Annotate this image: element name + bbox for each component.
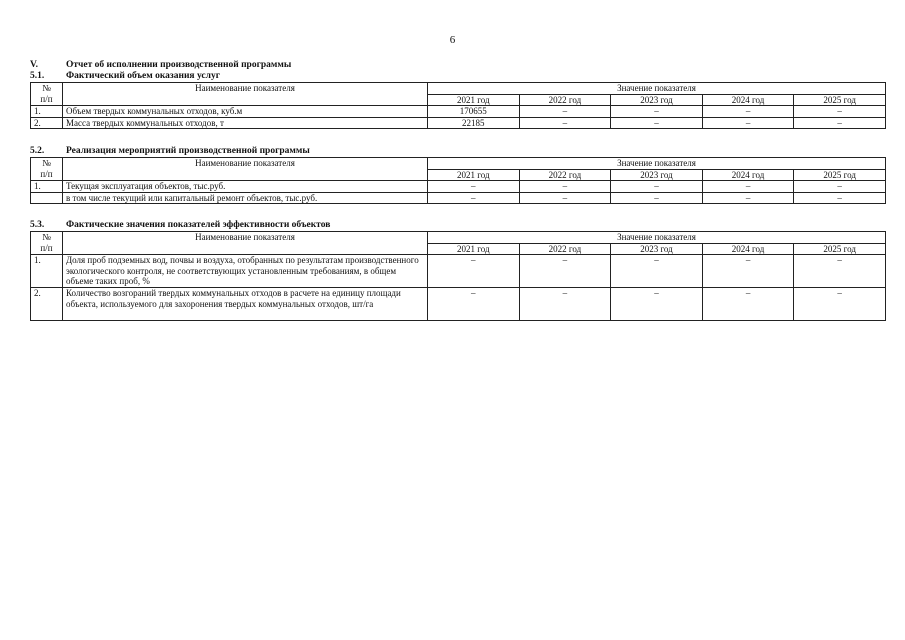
section-heading-v — [30, 60, 885, 71]
table-row — [31, 117, 886, 129]
section-title: Отчет об исполнении производственной программы — [66, 60, 292, 70]
header-no-bottom: п/п — [31, 169, 63, 181]
row-value: – — [611, 106, 703, 118]
year-header: 2021 год — [428, 243, 520, 255]
row-value: – — [428, 181, 520, 193]
row-value: – — [428, 192, 520, 204]
row-value: – — [794, 192, 886, 204]
row-value: – — [794, 106, 886, 118]
row-value: – — [519, 288, 611, 321]
header-value: Значение показателя — [428, 83, 886, 95]
row-value: – — [702, 181, 794, 193]
section-5-1 — [30, 60, 885, 129]
row-value: – — [519, 192, 611, 204]
year-header: 2023 год — [611, 243, 703, 255]
row-value: – — [794, 255, 886, 288]
year-header: 2024 год — [702, 94, 794, 106]
table-5-2 — [30, 157, 886, 204]
row-name: Масса твердых коммунальных отходов, т — [63, 117, 428, 129]
table-heading — [30, 146, 885, 157]
year-header: 2022 год — [519, 94, 611, 106]
table-row — [31, 288, 886, 321]
header-name: Наименование показателя — [63, 158, 428, 170]
row-number: 2. — [31, 117, 63, 129]
row-number: 1. — [31, 106, 63, 118]
header-no-bottom: п/п — [31, 243, 63, 255]
table-row — [31, 181, 886, 193]
row-value: – — [428, 288, 520, 321]
header-no-top: № — [31, 158, 63, 170]
table-5-3 — [30, 231, 886, 321]
header-no-bottom: п/п — [31, 94, 63, 106]
row-value: – — [611, 192, 703, 204]
row-value: – — [702, 255, 794, 288]
header-name: Наименование показателя — [63, 83, 428, 95]
year-header: 2023 год — [611, 94, 703, 106]
row-value: – — [794, 181, 886, 193]
row-name: в том числе текущий или капитальный ремонт объектов, тыс.руб. — [63, 192, 428, 204]
row-value: – — [519, 255, 611, 288]
table-row — [31, 106, 886, 118]
row-value: – — [519, 117, 611, 129]
header-name: Наименование показателя — [63, 232, 428, 244]
header-value: Значение показателя — [428, 232, 886, 244]
table-row — [31, 192, 886, 204]
table-row — [31, 255, 886, 288]
row-value: 22185 — [428, 117, 520, 129]
year-header: 2025 год — [794, 243, 886, 255]
section-5-2 — [30, 146, 885, 204]
table-title: Фактические значения показателей эффективности объектов — [66, 220, 331, 230]
header-no-top: № — [31, 232, 63, 244]
header-no-top: № — [31, 83, 63, 95]
row-value: – — [428, 255, 520, 288]
row-value: – — [611, 255, 703, 288]
table-heading — [30, 71, 885, 82]
row-value: – — [702, 106, 794, 118]
section-number: V. — [30, 60, 39, 70]
year-header: 2021 год — [428, 169, 520, 181]
section-5-3 — [30, 220, 885, 321]
row-value: – — [702, 288, 794, 321]
row-value: – — [702, 117, 794, 129]
year-header: 2023 год — [611, 169, 703, 181]
table-number: 5.3. — [30, 220, 45, 230]
table-5-1 — [30, 82, 886, 129]
table-heading — [30, 220, 885, 231]
year-header: 2024 год — [702, 243, 794, 255]
row-name: Количество возгораний твердых коммунальных отходов в расчете на единицу площади объекта, используемого для захоронения твердых коммунальных отходов, шт/га — [63, 288, 428, 321]
header-value: Значение показателя — [428, 158, 886, 170]
year-header: 2021 год — [428, 94, 520, 106]
row-value: – — [611, 181, 703, 193]
year-header: 2024 год — [702, 169, 794, 181]
row-value: – — [794, 288, 886, 321]
row-number: 1. — [31, 255, 63, 288]
row-name: Объем твердых коммунальных отходов, куб.м — [63, 106, 428, 118]
row-name: Текущая эксплуатация объектов, тыс.руб. — [63, 181, 428, 193]
page-number: 6 — [449, 34, 456, 46]
year-header: 2025 год — [794, 94, 886, 106]
row-number — [31, 192, 63, 204]
year-header: 2025 год — [794, 169, 886, 181]
row-value: – — [611, 117, 703, 129]
table-title: Реализация мероприятий производственной программы — [66, 146, 310, 156]
row-value: – — [702, 192, 794, 204]
year-header: 2022 год — [519, 169, 611, 181]
row-value: – — [611, 288, 703, 321]
row-number: 1. — [31, 181, 63, 193]
table-number: 5.1. — [30, 71, 45, 81]
table-number: 5.2. — [30, 146, 45, 156]
year-header: 2022 год — [519, 243, 611, 255]
row-value: – — [519, 181, 611, 193]
row-name: Доля проб подземных вод, почвы и воздуха, отобранных по результатам производственного экологического контроля, не соответствующих установленным требованиям, в общем объеме таких проб, % — [63, 255, 428, 288]
row-value: – — [519, 106, 611, 118]
row-value: – — [794, 117, 886, 129]
row-number: 2. — [31, 288, 63, 321]
table-title: Фактический объем оказания услуг — [66, 71, 221, 81]
row-value: 170655 — [428, 106, 520, 118]
